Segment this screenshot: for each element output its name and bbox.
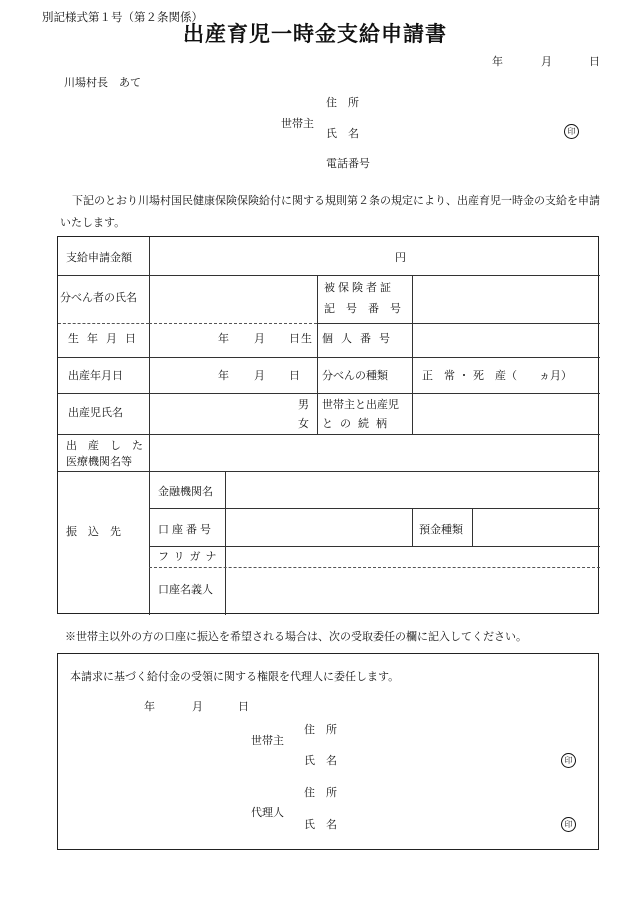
delegation-month: 月: [192, 700, 203, 713]
birthdate-label: 生年月日: [68, 332, 144, 345]
account-holder-label: 口座名義人: [158, 583, 213, 596]
amount-unit: 円: [395, 251, 406, 264]
account-number-label: 口座番号: [158, 523, 214, 536]
birthdate-suffix: 生: [301, 332, 312, 345]
deposit-type-label: 預金種類: [419, 523, 463, 536]
delivery-type-label: 分べんの種類: [322, 369, 388, 382]
delivery-date-label: 出産年月日: [68, 369, 123, 382]
date-day-label: 日: [589, 55, 600, 68]
insured-card-label-1: 被保険者証: [324, 281, 394, 294]
gender-female: 女: [298, 417, 309, 430]
relation-label-2: との続柄: [322, 417, 394, 430]
delegation-agent-address-label: 住 所: [304, 786, 337, 799]
delegation-householder-address-label: 住 所: [304, 723, 337, 736]
delegation-householder-label: 世帯主: [251, 734, 284, 747]
seal-mark: 印: [561, 753, 576, 768]
transfer-label: 振 込 先: [66, 525, 121, 538]
date-year-label: 年: [492, 55, 503, 68]
delegation-agent-name-label: 氏 名: [304, 818, 337, 831]
birthdate-year: 年: [218, 332, 229, 345]
birthdate-month: 月: [254, 332, 265, 345]
delivery-date-year: 年: [218, 369, 229, 382]
seal-mark: 印: [561, 817, 576, 832]
delivery-date-month: 月: [254, 369, 265, 382]
delivery-date-day: 日: [289, 369, 300, 382]
addressee: 川場村長 あて: [64, 76, 141, 89]
page-title: 出産育児一時金支給申請書: [183, 21, 447, 46]
delivery-type-value: 正 常 ・ 死 産（ ヵ月）: [422, 369, 572, 382]
delegation-statement: 本請求に基づく給付金の受領に関する権限を代理人に委任します。: [70, 670, 400, 683]
applicant-householder-label: 世帯主: [281, 117, 314, 130]
applicant-name-label: 氏 名: [326, 127, 359, 140]
amount-label: 支給申請金額: [66, 251, 132, 264]
seal-mark: 印: [564, 124, 579, 139]
delegation-day: 日: [238, 700, 249, 713]
relation-label-1: 世帯主と出産児: [322, 398, 399, 411]
delegation-householder-name-label: 氏 名: [304, 754, 337, 767]
gender-male: 男: [298, 398, 309, 411]
mother-name-label: 分べん者の氏名: [60, 291, 137, 304]
delegation-agent-label: 代理人: [251, 806, 284, 819]
intro-paragraph: 下記のとおり川場村国民健康保険保険給付に関する規則第２条の規定により、出産育児一時金の支給を申請いたします。: [60, 194, 600, 229]
form-number: 別記様式第１号（第２条関係）: [42, 10, 203, 24]
delegation-year: 年: [144, 700, 155, 713]
facility-label-1: 出 産 し た: [66, 439, 143, 452]
applicant-phone-label: 電話番号: [326, 157, 370, 170]
insured-card-label-2: 記号番号: [324, 302, 412, 315]
date-month-label: 月: [541, 55, 552, 68]
application-table: [57, 236, 599, 614]
birthdate-day: 日: [289, 332, 300, 345]
personal-number-label: 個人番号: [322, 332, 398, 345]
facility-label-2: 医療機関名等: [66, 455, 132, 468]
bank-label: 金融機関名: [158, 485, 213, 498]
delegation-note: ※世帯主以外の方の口座に振込を希望される場合は、次の受取委任の欄に記入してください。: [65, 630, 527, 643]
child-name-label: 出産児氏名: [68, 406, 123, 419]
applicant-address-label: 住 所: [326, 96, 359, 109]
delegation-box: [57, 653, 599, 850]
furigana-label: フリガナ: [158, 550, 222, 563]
